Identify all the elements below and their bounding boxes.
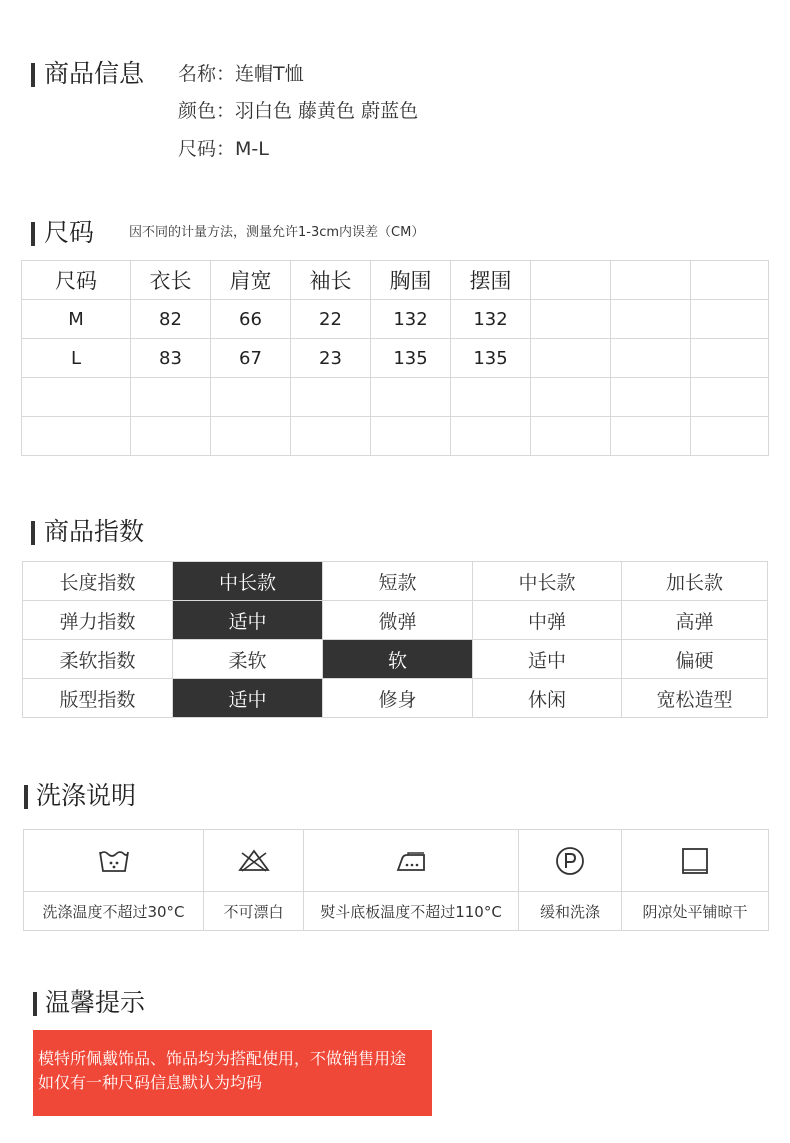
size-cell — [211, 378, 291, 417]
size-cell — [371, 417, 451, 456]
size-table — [21, 260, 769, 456]
index-option: 修身 — [323, 679, 473, 718]
size-cell — [691, 300, 769, 339]
size-header-cell: 衣长 — [131, 261, 211, 300]
size-header-cell — [691, 261, 769, 300]
index-option: 适中 — [473, 640, 622, 679]
size-header-cell: 袖长 — [291, 261, 371, 300]
dry-flat-shade-icon — [680, 846, 710, 876]
size-cell — [531, 339, 611, 378]
size-cell: M — [22, 300, 131, 339]
index-option: 短款 — [323, 562, 473, 601]
wash-label: 缓和洗涤 — [519, 892, 622, 931]
size-cell — [131, 417, 211, 456]
index-option: 休闲 — [473, 679, 622, 718]
index-option: 中长款 — [173, 562, 323, 601]
index-label: 弹力指数 — [23, 601, 173, 640]
section-marker — [31, 63, 35, 87]
index-option: 软 — [323, 640, 473, 679]
size-cell — [611, 417, 691, 456]
section-marker — [31, 222, 35, 246]
no-bleach-icon — [238, 849, 270, 873]
product-size-line: 尺码：M-L — [178, 138, 269, 160]
wash-icon-cell — [204, 830, 304, 892]
wash-icon-cell — [24, 830, 204, 892]
size-cell: L — [22, 339, 131, 378]
size-cell — [691, 378, 769, 417]
size-cell: 83 — [131, 339, 211, 378]
size-cell — [691, 417, 769, 456]
index-row — [23, 640, 768, 679]
wash-label: 熨斗底板温度不超过110°C — [304, 892, 519, 931]
index-row — [23, 601, 768, 640]
wash-icon-cell — [622, 830, 769, 892]
size-note: 因不同的计量方法，测量允许1-3cm内误差（CM） — [129, 225, 425, 240]
washing-table — [23, 829, 769, 931]
size-cell — [531, 300, 611, 339]
index-row — [23, 679, 768, 718]
section-marker — [24, 785, 28, 809]
size-cell: 67 — [211, 339, 291, 378]
wash-icon-cell — [304, 830, 519, 892]
table-row — [22, 300, 769, 339]
size-cell — [611, 378, 691, 417]
size-cell: 132 — [371, 300, 451, 339]
index-option: 微弹 — [323, 601, 473, 640]
size-cell — [451, 417, 531, 456]
size-header-cell — [611, 261, 691, 300]
index-option: 偏硬 — [622, 640, 768, 679]
section-marker — [31, 521, 35, 545]
index-label: 版型指数 — [23, 679, 173, 718]
size-cell — [211, 417, 291, 456]
product-color-line: 颜色：羽白色 藤黄色 蔚蓝色 — [178, 100, 419, 122]
washing-title: 洗涤说明 — [36, 781, 137, 810]
size-cell — [291, 417, 371, 456]
size-header-cell — [531, 261, 611, 300]
washing-labels-row — [24, 892, 769, 931]
washing-icons-row — [24, 830, 769, 892]
index-title: 商品指数 — [44, 517, 145, 546]
tips-title: 温馨提示 — [45, 988, 146, 1017]
index-table — [22, 561, 768, 718]
tip-line: 模特所佩戴饰品、饰品均为搭配使用，不做销售用途 — [38, 1049, 407, 1068]
index-option: 中弹 — [473, 601, 622, 640]
wash-label: 不可漂白 — [204, 892, 304, 931]
size-cell — [371, 378, 451, 417]
size-cell — [22, 417, 131, 456]
table-row — [22, 339, 769, 378]
size-cell — [451, 378, 531, 417]
size-cell: 135 — [451, 339, 531, 378]
size-cell — [531, 378, 611, 417]
size-cell: 22 — [291, 300, 371, 339]
size-cell: 23 — [291, 339, 371, 378]
size-header-cell: 肩宽 — [211, 261, 291, 300]
size-header-cell: 摆围 — [451, 261, 531, 300]
size-cell — [611, 300, 691, 339]
index-option: 中长款 — [473, 562, 622, 601]
size-cell: 66 — [211, 300, 291, 339]
product-name-line: 名称：连帽T恤 — [178, 63, 304, 85]
index-label: 柔软指数 — [23, 640, 173, 679]
size-cell — [131, 378, 211, 417]
index-label: 长度指数 — [23, 562, 173, 601]
tips-box — [33, 1030, 432, 1116]
index-row — [23, 562, 768, 601]
wash-label: 阴凉处平铺晾干 — [622, 892, 769, 931]
size-cell — [531, 417, 611, 456]
tip-line: 如仅有一种尺码信息默认为均码 — [38, 1073, 263, 1092]
size-cell — [22, 378, 131, 417]
index-option: 宽松造型 — [622, 679, 768, 718]
size-title: 尺码 — [44, 218, 95, 247]
size-cell — [291, 378, 371, 417]
index-option: 适中 — [173, 679, 323, 718]
table-row — [22, 417, 769, 456]
size-cell — [691, 339, 769, 378]
size-header-cell: 尺码 — [22, 261, 131, 300]
index-option: 高弹 — [622, 601, 768, 640]
index-option: 柔软 — [173, 640, 323, 679]
iron-icon — [395, 849, 427, 873]
size-cell — [611, 339, 691, 378]
size-cell: 82 — [131, 300, 211, 339]
index-option: 加长款 — [622, 562, 768, 601]
product-info-title: 商品信息 — [44, 59, 145, 88]
table-row — [22, 378, 769, 417]
dry-clean-p-icon — [554, 845, 586, 877]
size-header-cell: 胸围 — [371, 261, 451, 300]
wash-tub-30-icon — [98, 848, 130, 874]
size-cell: 135 — [371, 339, 451, 378]
size-table-header — [22, 261, 769, 300]
wash-label: 洗涤温度不超过30°C — [24, 892, 204, 931]
wash-icon-cell — [519, 830, 622, 892]
index-option: 适中 — [173, 601, 323, 640]
section-marker — [33, 992, 37, 1016]
size-cell: 132 — [451, 300, 531, 339]
